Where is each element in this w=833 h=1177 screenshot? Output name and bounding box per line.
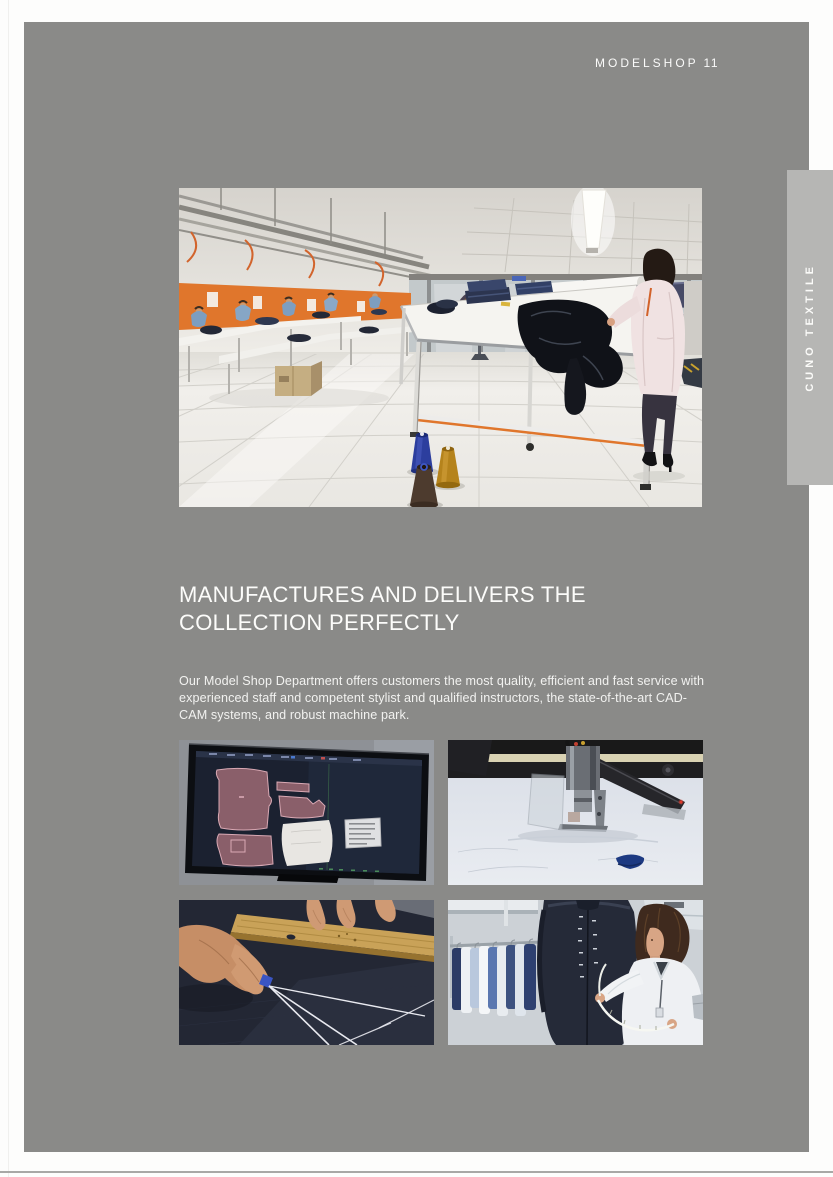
- page-fold-line: [8, 0, 9, 1177]
- fabric-cutter-illustration: [448, 740, 703, 885]
- chalk-marking-illustration: [179, 900, 434, 1045]
- side-tab-cuno-textile: [787, 170, 833, 485]
- photo-automated-fabric-cutter: [448, 740, 703, 885]
- page-number: 11: [703, 56, 719, 70]
- photo-cad-pattern-screen: [179, 740, 434, 885]
- brochure-page: [24, 22, 809, 1152]
- heading-line-2: COLLECTION PERFECTLY: [179, 610, 460, 635]
- section-heading: [179, 581, 719, 637]
- cad-screen-illustration: [179, 740, 434, 885]
- page-header: [595, 56, 719, 70]
- photo-chalk-marking-fabric: [179, 900, 434, 1045]
- hero-photo-textile-workshop: [179, 188, 702, 507]
- heading-line-1: MANUFACTURES AND DELIVERS THE: [179, 582, 586, 607]
- section-label: MODELSHOP: [595, 56, 699, 70]
- body-paragraph: Our Model Shop Department offers customers the most quality, efficient and fast service with experienced staff and competent stylist and qualified instructors, the state-of-the-art CAD-CAM systems, and robust machine park.: [179, 674, 705, 722]
- jacket-fitting-illustration: [448, 900, 703, 1045]
- workshop-illustration: [179, 188, 702, 507]
- side-tab-label: CUNO TEXTILE: [804, 263, 816, 392]
- photo-jacket-fitting-measurement: [448, 900, 703, 1045]
- bottom-edge-rule: [0, 1171, 833, 1173]
